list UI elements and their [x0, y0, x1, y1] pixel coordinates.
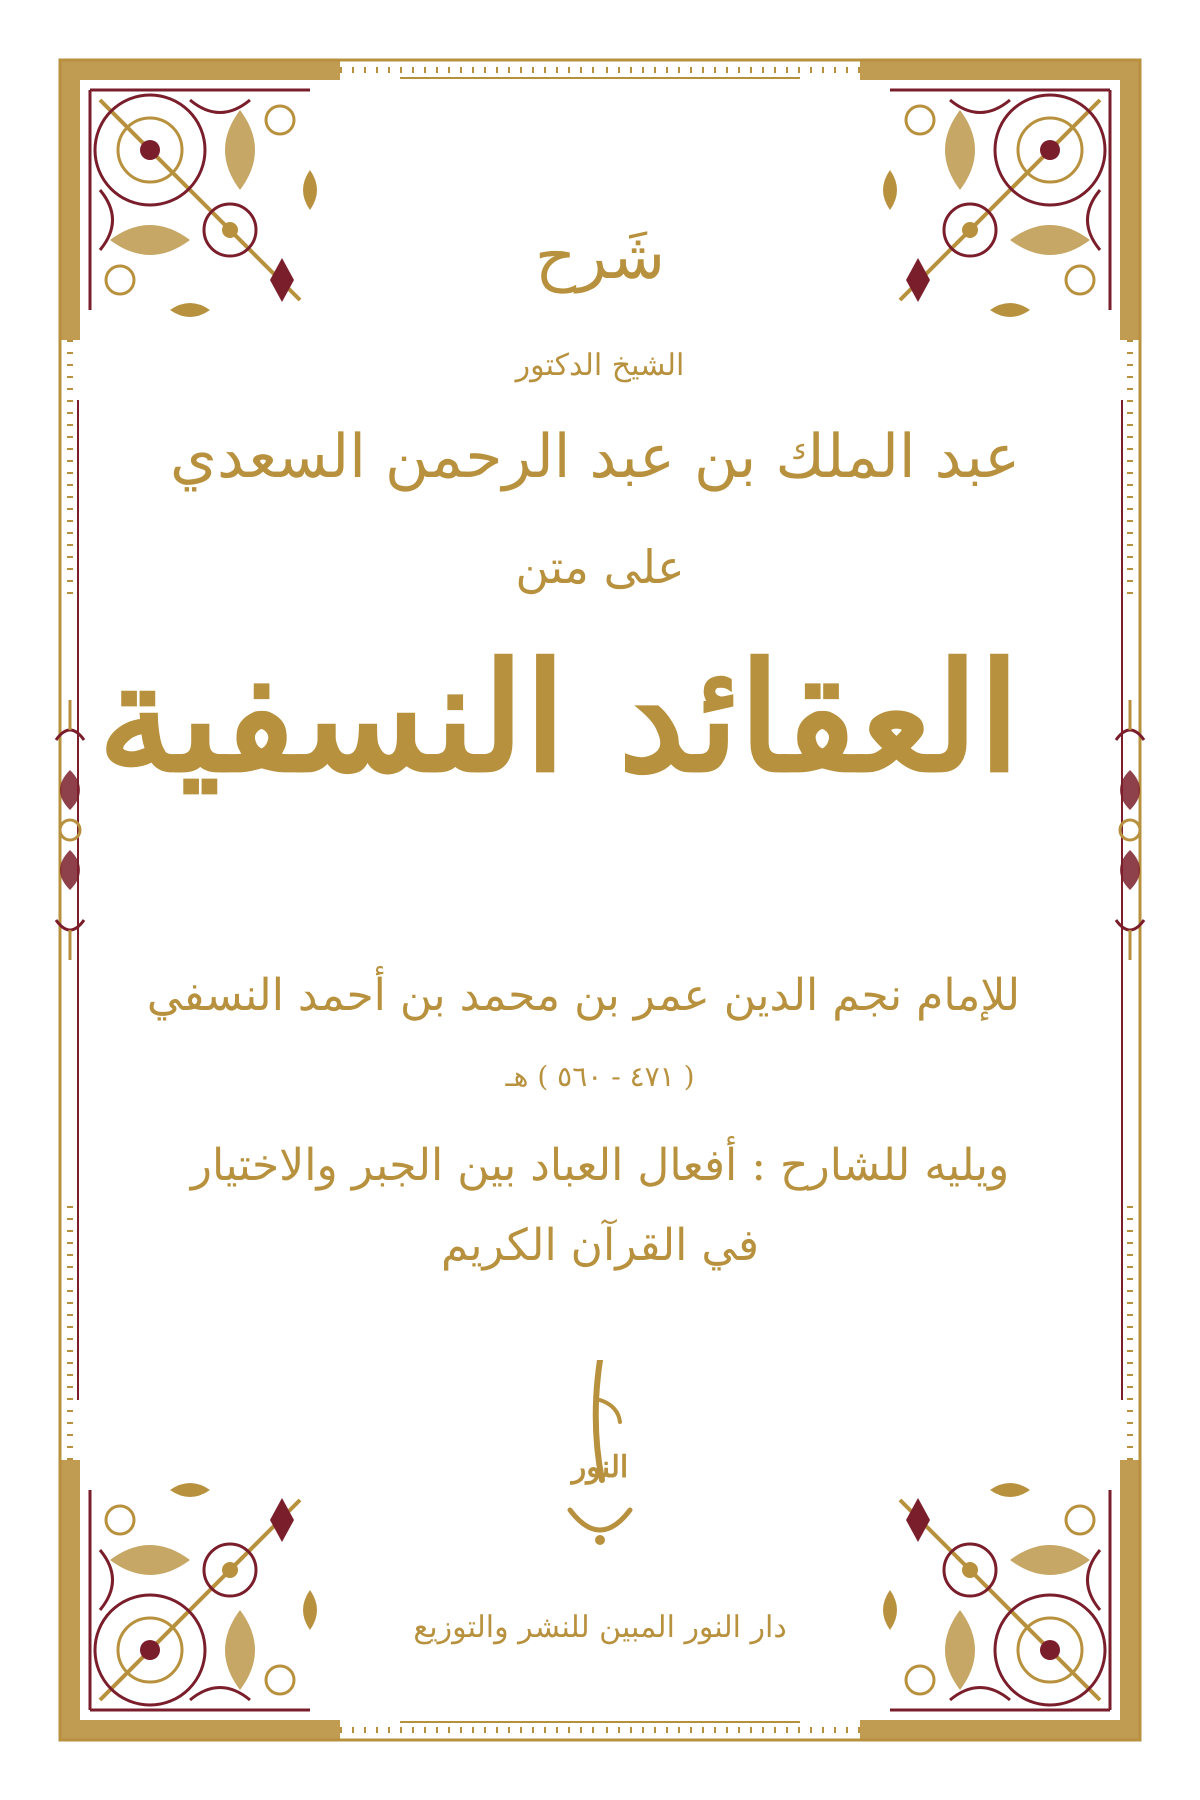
ala-matn-label: على متن	[515, 540, 685, 594]
dates-line: ( ٤٧١ - ٥٦٠ ) هـ	[505, 1060, 695, 1093]
imam-line: للإمام نجم الدين عمر بن محمد بن أحمد النسفي	[146, 970, 1020, 1021]
author-name: عبد الملك بن عبد الرحمن السعدي	[170, 422, 1020, 492]
publisher-name: دار النور المبين للنشر والتوزيع	[413, 1610, 787, 1645]
main-title: العقائد النسفية	[97, 630, 1020, 806]
appendix-line-2: في القرآن الكريم	[440, 1220, 760, 1271]
cover-text-block	[97, 160, 1020, 1660]
publisher-logo-text: النور	[571, 1450, 629, 1485]
sharh-label: شَرح	[534, 220, 666, 294]
shaykh-title: الشيخ الدكتور	[515, 348, 685, 383]
appendix-line-1: ويليه للشارح : أفعال العباد بين الجبر والاختيار	[190, 1140, 1010, 1191]
